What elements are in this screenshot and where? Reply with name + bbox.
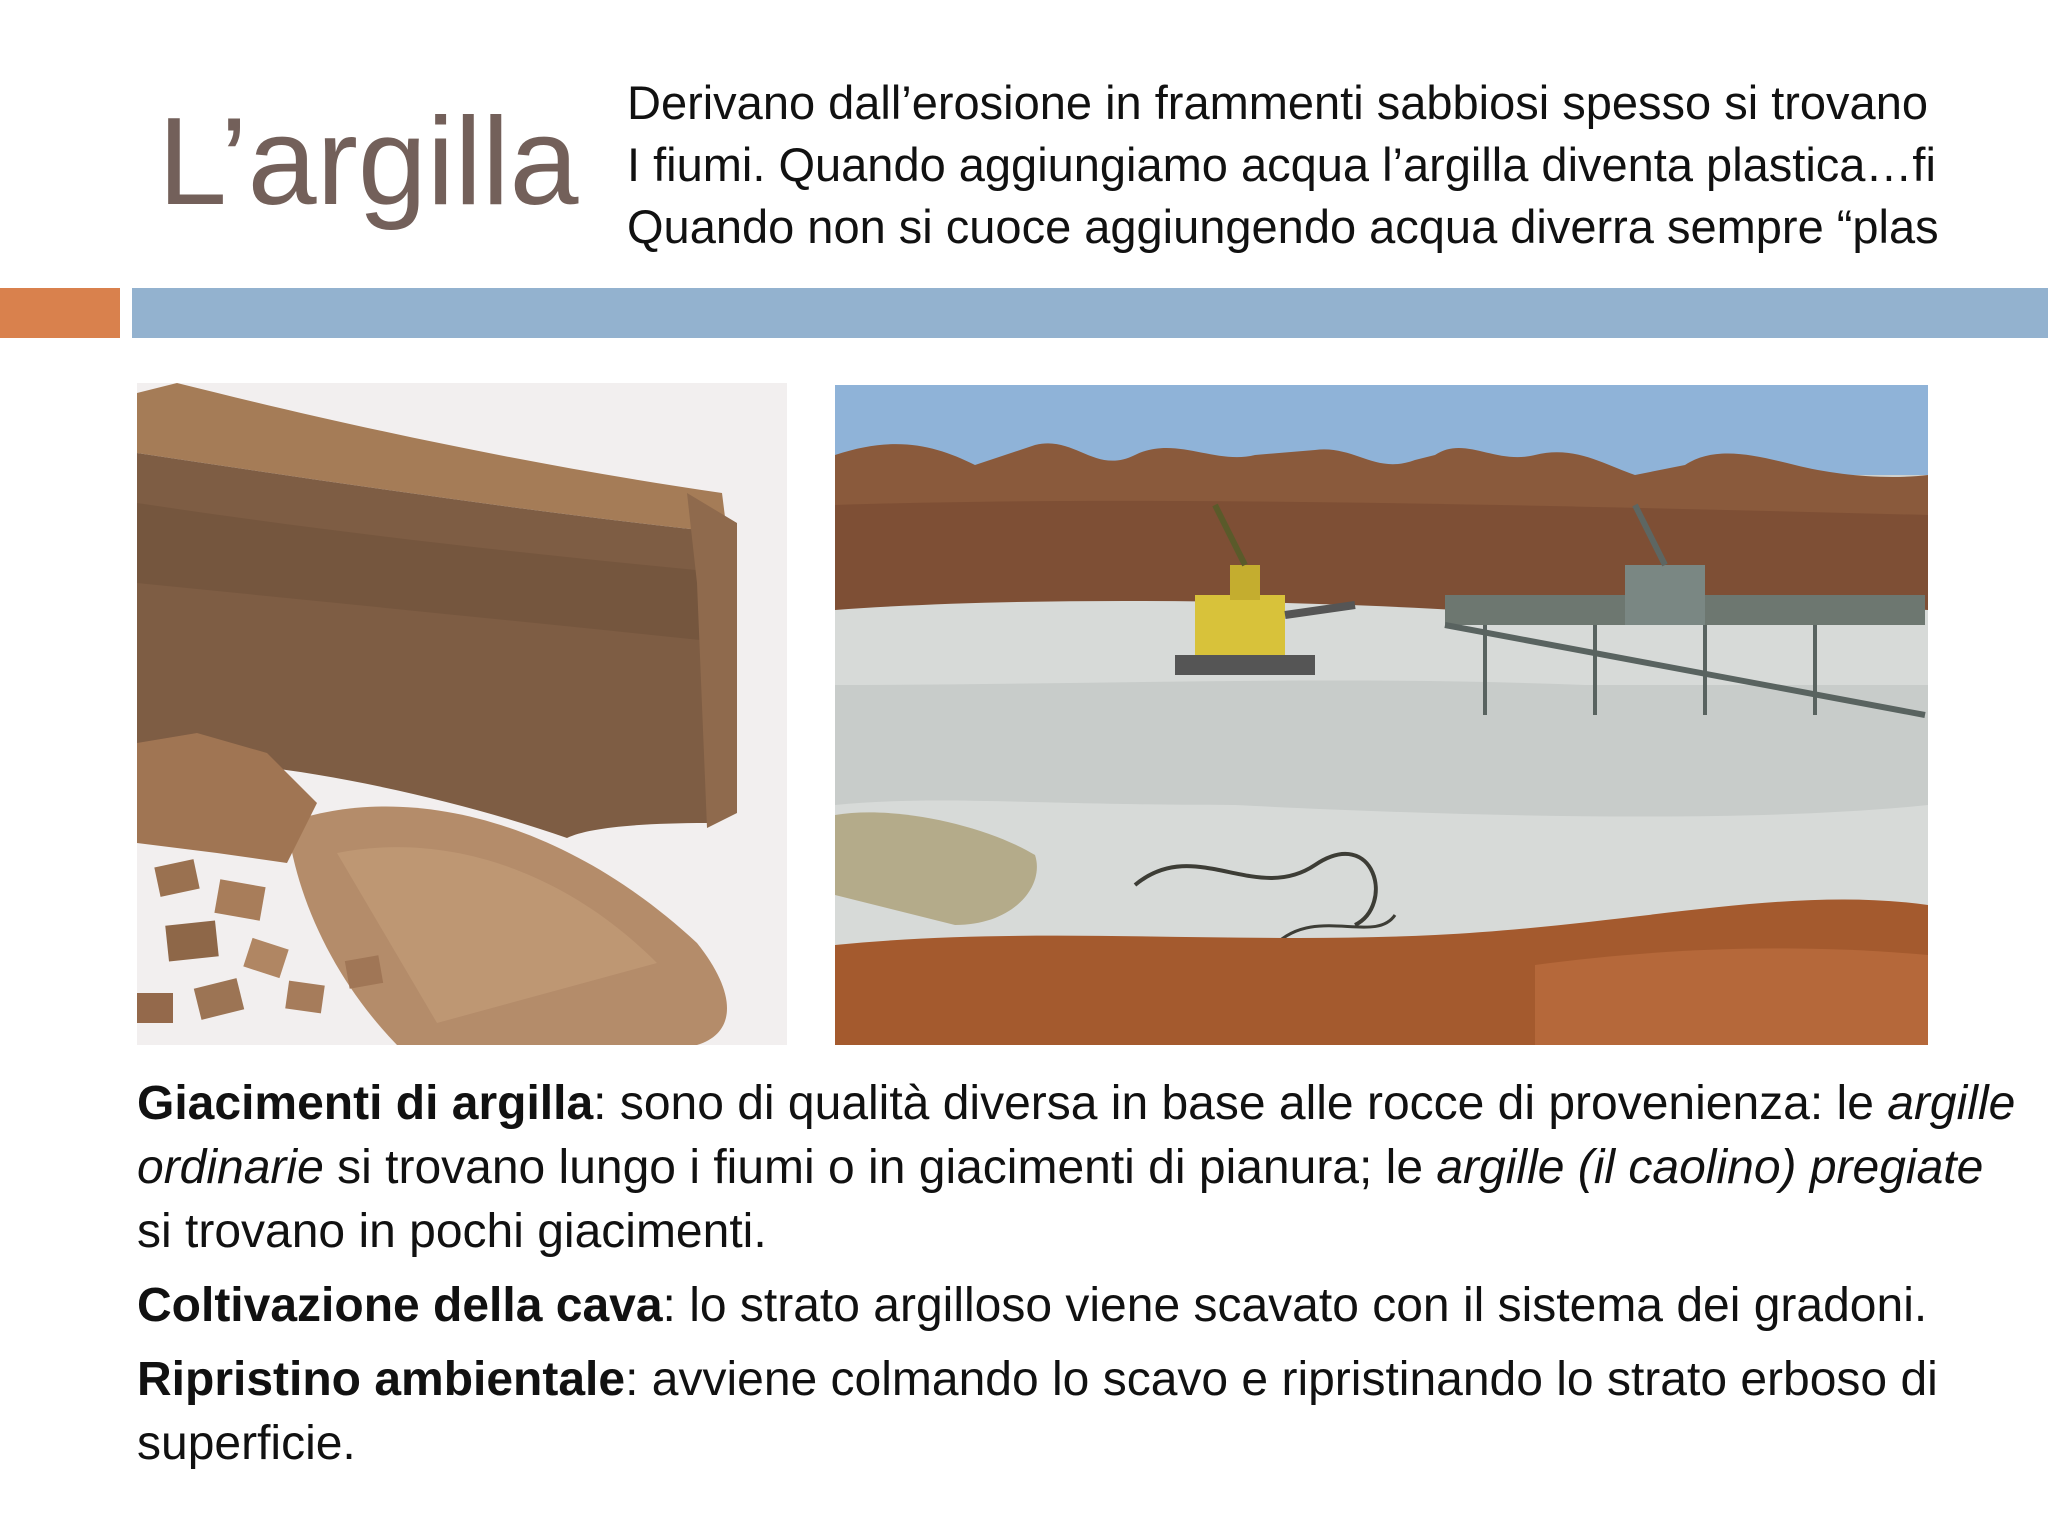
term-giacimenti: Giacimenti di argilla	[137, 1077, 594, 1130]
accent-bar-orange	[0, 288, 120, 338]
separator: :	[625, 1353, 652, 1406]
paragraph-giacimenti	[137, 1072, 2017, 1264]
separator: :	[593, 1077, 620, 1130]
quarry-photo	[835, 385, 1928, 1045]
paragraph-ripristino	[137, 1348, 2017, 1476]
emphasis-argille-ordinarie: argille ordinarie	[137, 1077, 2016, 1194]
intro-text	[627, 72, 2048, 258]
term-coltivazione: Coltivazione della cava	[137, 1279, 663, 1332]
emphasis-argille-pregiate: argille (il caolino) pregiate	[1436, 1141, 1984, 1194]
intro-line: I fiumi. Quando aggiungiamo acqua l’argilla diventa plastica…fi	[627, 138, 1936, 191]
intro-line: Derivano dall’erosione in frammenti sabbiosi spesso si trovano	[627, 76, 1928, 129]
paragraph-text: si trovano lungo i fiumi o in giacimenti di pianura; le	[323, 1141, 1437, 1194]
paragraph-text: sono di qualità diversa in base alle rocce di provenienza: le	[619, 1077, 1888, 1130]
accent-bar-blue	[132, 288, 2048, 338]
paragraph-coltivazione	[137, 1274, 2017, 1338]
separator: :	[662, 1279, 690, 1332]
intro-line: Quando non si cuoce aggiungendo acqua diverra sempre “plas	[627, 200, 1939, 253]
paragraph-text: avviene colmando lo scavo e ripristinando lo strato erboso di superficie.	[137, 1353, 1938, 1470]
term-ripristino: Ripristino ambientale	[137, 1353, 626, 1406]
body-text	[137, 1072, 2017, 1486]
clay-block-photo	[137, 383, 787, 1045]
paragraph-text: si trovano in pochi giacimenti.	[137, 1205, 767, 1258]
slide-title: L’argilla	[158, 93, 579, 231]
paragraph-text: lo strato argilloso viene scavato con il sistema dei gradoni.	[689, 1279, 1928, 1332]
